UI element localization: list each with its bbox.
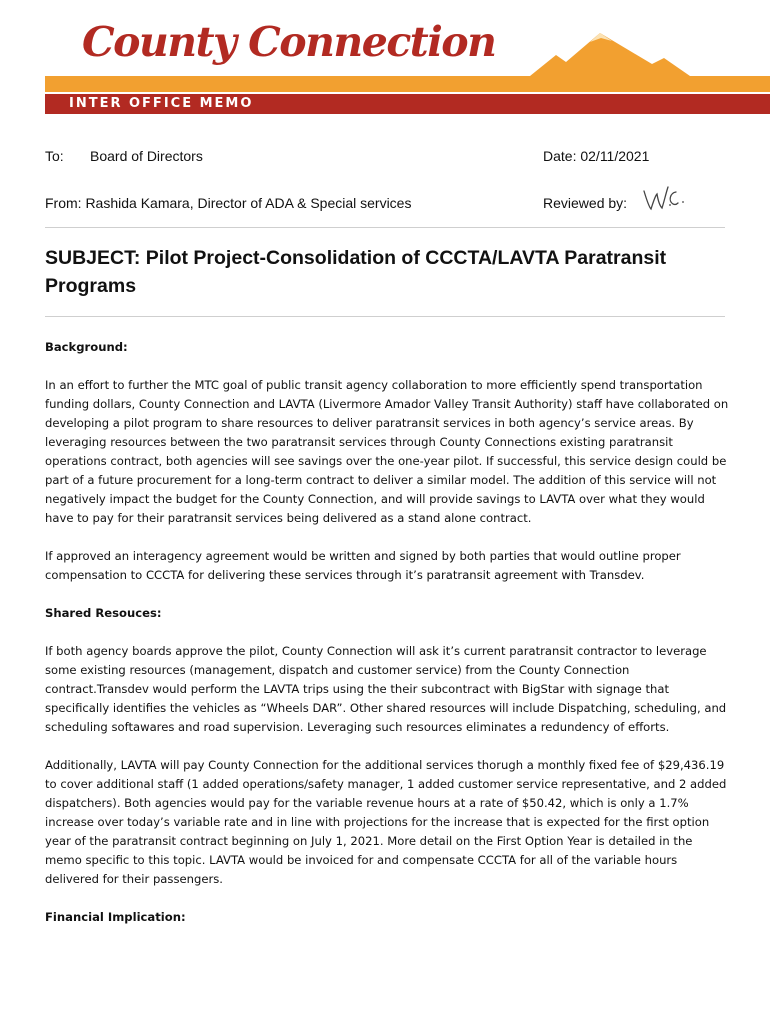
county-connection-logo: County Connection bbox=[82, 18, 496, 66]
background-heading: Background: bbox=[45, 340, 128, 354]
from-field: From: Rashida Kamara, Director of ADA & Special services bbox=[45, 195, 412, 211]
memo-body bbox=[45, 338, 730, 927]
divider bbox=[45, 316, 725, 317]
shared-resources-paragraph: If both agency boards approve the pilot, County Connection will ask it’s current paratransit contractor to leverage some existing resources (management, dispatch and customer service) from the County Connection contract.Transdev would perform the LAVTA trips using the their subcontract with BigStar with signage that specifically identifies the vehicles as “Wheels DAR”. Other shared resources will include Dispatching, scheduling, and scheduling softawares and road supervision. Leveraging such resources eliminates a redundency of efforts. bbox=[45, 644, 727, 734]
subject-heading: SUBJECT: Pilot Project-Consolidation of CCCTA/LAVTA Paratransit Programs bbox=[45, 247, 667, 297]
reviewer-signature-icon bbox=[642, 183, 688, 213]
memo-label: INTER OFFICE MEMO bbox=[69, 96, 254, 111]
shared-resources-paragraph: Additionally, LAVTA will pay County Connection for the additional services thorugh a monthly fixed fee of $29,436.19 to cover additional staff (1 added operations/safety manager, 1 added customer service representative, and 2 added dispatchers). Both agencies would pay for the variable revenue hours at a rate of $50.42, which is only a 1.7% increase over today’s variable rate and in line with projections for the increase that is expected for the first option year of the paratransit contract beginning on July 1, 2021. More detail on the First Option Year is detailed in the memo specific to this topic. LAVTA would be invoiced for and compensate CCCTA for all of the variable hours delivered for their passengers. bbox=[45, 758, 727, 886]
date-field: Date: 02/11/2021 bbox=[543, 148, 650, 164]
background-paragraph: If approved an interagency agreement would be written and signed by both parties that would outline proper compensation to CCCTA for delivering these services through it’s paratransit agreement with Transdev. bbox=[45, 549, 681, 582]
to-label: To: bbox=[45, 148, 64, 164]
reviewed-by-label: Reviewed by: bbox=[543, 195, 628, 211]
background-paragraph: In an effort to further the MTC goal of public transit agency collaboration to more efficiently spend transportation funding dollars, County Connection and LAVTA (Livermore Amador Valley Transit Authority) staff have collaborated on developing a pilot program to share resources to deliver paratransit services in both agency’s service areas. By leveraging resources between the two paratransit services through County Connections existing paratransit operations contract, both agencies will see savings over the one-year pilot. If successful, this service design could be part of a future procurement for a long-term contract to deliver a similar model. The addition of this service will not negatively impact the budget for the County Connection, and will provide savings to LAVTA over what they would have to pay for their paratransit services being delivered as a stand alone contract. bbox=[45, 378, 729, 525]
financial-implication-heading: Financial Implication: bbox=[45, 910, 186, 924]
memo-banner bbox=[45, 94, 770, 114]
to-value: Board of Directors bbox=[90, 148, 203, 164]
memo-header bbox=[0, 0, 770, 120]
divider bbox=[45, 227, 725, 228]
shared-resources-heading: Shared Resouces: bbox=[45, 606, 162, 620]
